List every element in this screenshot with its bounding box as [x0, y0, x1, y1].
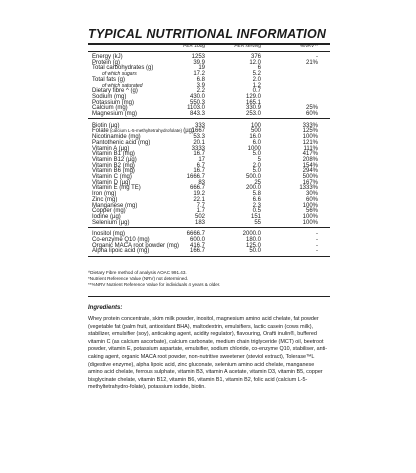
nutrient-name: Inositol (mg)	[92, 231, 126, 238]
nutrient-note: (calcium L-5-methyltetrahydrofolate)	[108, 128, 184, 134]
value-nrv: 56%	[305, 208, 318, 215]
nutrient-name: Protein (g)	[92, 59, 121, 66]
nutrient-name: Magnesium (mg)	[92, 111, 138, 117]
value-nrv: 208%	[302, 156, 318, 163]
value-per-100g: 3333	[191, 145, 205, 152]
ingredients-title: Ingredients:	[88, 305, 123, 311]
header-rule	[88, 51, 330, 52]
nutrient-name: Copper (mg)	[92, 208, 126, 215]
value-nrv: 25%	[305, 105, 318, 112]
nutrient-name: Total fats (g)	[92, 76, 126, 83]
value-per-100g: 183	[194, 219, 205, 226]
value-per-100g: 16.7	[193, 151, 205, 158]
value-per-100g: 2.2	[196, 88, 205, 95]
value-per-serving: 100	[250, 122, 261, 129]
value-nrv: -	[316, 242, 318, 249]
col-header-nrv: %NRV**	[299, 44, 318, 49]
value-per-serving: 180.0	[245, 237, 261, 243]
value-per-serving: 5.8	[252, 191, 261, 198]
nutrient-name: Vitamin A (µg)	[92, 145, 130, 152]
value-per-100g: 550.3	[189, 99, 205, 106]
nutrient-name: Iron (mg)	[92, 191, 117, 198]
nutrient-name: Vitamin B1 (mg)	[92, 151, 135, 158]
col-header-per100: PER 100g	[183, 44, 205, 49]
footnote: ^Dietary Fibre method of analysis AOAC 991.43.	[88, 270, 187, 275]
value-per-serving: 1.2	[252, 82, 261, 89]
value-per-100g: 3.9	[196, 82, 205, 89]
value-per-100g: 17	[198, 156, 205, 163]
nutrient-name: Iodine (µg)	[92, 213, 121, 220]
nutrient-name: Alpha lipoic acid (mg)	[92, 248, 150, 255]
value-per-100g: 416.7	[189, 242, 205, 249]
value-per-serving: 12.0	[249, 59, 261, 66]
nutrient-name: Zinc (mg)	[92, 196, 118, 203]
nutrient-name: Vitamin B6 (mg)	[92, 168, 135, 175]
value-per-serving: 5	[257, 156, 261, 163]
col-header-per-serving: PER serving	[234, 44, 261, 49]
value-per-100g: 6.8	[196, 76, 205, 83]
value-per-100g: 666.7	[189, 185, 205, 192]
value-per-serving: 6.0	[252, 139, 261, 146]
nutrient-row	[88, 110, 330, 118]
value-per-serving: 55	[254, 219, 261, 226]
value-per-serving: 2.0	[252, 76, 261, 83]
nutrient-name: Sodium (mg)	[92, 93, 127, 100]
value-per-100g: 843.3	[189, 111, 205, 117]
value-nrv: 60%	[305, 196, 318, 203]
nutrient-name: Vitamin D (µg)	[92, 179, 131, 186]
value-per-serving: 376	[250, 54, 261, 60]
panel-title: TYPICAL NUTRITIONAL INFORMATION	[88, 27, 327, 41]
value-nrv: 100%	[302, 202, 318, 209]
nutrient-name: Folate (calcium L-5-methyltetrahydrofolate) (µg)	[92, 128, 195, 135]
value-per-serving: 0.7	[252, 88, 261, 95]
nutrient-name: Co-enzyme Q10 (mg)	[92, 237, 150, 243]
nutrient-name: Biotin (µg)	[92, 122, 120, 129]
value-per-serving: 25	[254, 179, 261, 186]
value-nrv: -	[316, 231, 318, 238]
value-nrv: -	[316, 237, 318, 243]
value-per-100g: 17.2	[193, 71, 205, 78]
value-per-serving: 500.0	[245, 174, 261, 180]
value-nrv: 100%	[302, 134, 318, 141]
value-nrv: -	[316, 54, 318, 60]
table-bottom-rule	[88, 256, 330, 257]
value-nrv: 121%	[302, 139, 318, 146]
value-per-100g: 20.1	[193, 139, 205, 146]
footnotes	[88, 270, 330, 288]
group-rule	[88, 118, 330, 119]
value-per-100g: 83	[198, 179, 205, 186]
footnote: **%NRV Nutrient Reference Value for individuals 4 years & older.	[88, 282, 221, 287]
value-nrv: 100%	[302, 213, 318, 220]
value-per-serving: 2000.0	[242, 231, 261, 238]
nutrient-name: Calcium (mg)	[92, 105, 128, 112]
nutrient-name: Dietary fibre ^ (g)	[92, 88, 138, 95]
value-per-serving: 6	[257, 65, 261, 72]
value-nrv: -	[316, 248, 318, 255]
nutrient-row	[88, 247, 330, 255]
value-per-100g: 1667	[191, 128, 205, 135]
value-per-100g: 600.0	[189, 237, 205, 243]
value-per-100g: 1666.7	[186, 174, 205, 180]
nutrient-row	[88, 219, 330, 227]
nutrient-name: Manganese (mg)	[92, 202, 138, 209]
value-nrv: 21%	[305, 59, 318, 66]
value-per-100g: 19.2	[193, 191, 205, 198]
value-per-100g: 1253	[191, 54, 205, 60]
value-nrv: 167%	[302, 179, 318, 186]
value-per-serving: 129.0	[245, 93, 261, 100]
value-nrv: 333%	[302, 122, 318, 129]
value-per-100g: 1.7	[196, 208, 205, 215]
notes-rule	[88, 296, 330, 297]
value-per-serving: 5.0	[252, 168, 261, 175]
nutrient-name: Organic MACA root powder (mg)	[92, 242, 180, 249]
value-per-100g: 7.7	[196, 202, 205, 209]
value-per-100g: 16.7	[193, 168, 205, 175]
value-nrv: 30%	[305, 191, 318, 198]
ingredients-text: Whey protein concentrate, skim milk powder, inositol, magnesium amino acid chelate, fat powder (vegetable fat (palm fruit, antioxidant BHA), maltodextrin, emulsifiers, lactic casein (cows milk), stabilizer, emulsifier (soy), anticaking agent, acidity regulator), flavouring, Orafti inulin®, buffered vitamin C (as calcium ascorbate), calcium carbonate, medium chain triglyceride (MCT) oil, beetroot powder, vitamin E, potassium aspartate, emulsifier, sodium chloride, co-enzyme Q10, stabiliser, anti-caking agent, organic MACA root powder, non-nutritive sweetener (steviol extract), Tolerase™L (digestive enzyme), alpha lipoic acid, zinc gluconate, selenium amino acid chelate, manganese amino acid chelate, ferrous sulphate, vitamin B3, vitamin A acetate, vitamin D3, vitamin B5, copper bisglycinate chelate, vitamin B12, vitamin B6, vitamin B1, vitamin B2, folic acid (calcium L-5-methyltetrahydro-folate), potassium iodide, biotin.	[88, 316, 328, 391]
nutrient-name: of which saturated	[102, 82, 143, 89]
nutrient-name: Vitamin E (mg TE)	[92, 185, 141, 192]
nutrient-name: Total carbohydrates (g)	[92, 65, 154, 72]
footnote: *Nutrient Reference Value (NRV) not determined.	[88, 276, 189, 281]
value-per-100g: 166.7	[189, 248, 205, 255]
nutrient-name: Vitamin B12 (µg)	[92, 156, 137, 163]
nutrient-name: Vitamin B2 (mg)	[92, 162, 135, 169]
value-nrv: 111%	[303, 145, 318, 152]
value-per-serving: 2.3	[252, 202, 261, 209]
title-rule	[88, 43, 330, 45]
value-per-serving: 5.0	[252, 151, 261, 158]
value-nrv: 60%	[305, 111, 318, 117]
value-per-100g: 22.1	[193, 196, 205, 203]
value-per-serving: 253.0	[245, 111, 261, 117]
value-per-serving: 6.6	[252, 196, 261, 203]
value-per-serving: 50.0	[249, 248, 261, 255]
nutrition-panel	[88, 0, 330, 473]
value-per-serving: 0.5	[252, 208, 261, 215]
value-per-100g: 39.9	[193, 59, 205, 66]
value-per-100g: 53.3	[193, 134, 205, 141]
value-per-serving: 5.2	[252, 71, 261, 78]
value-per-100g: 1103.0	[187, 105, 205, 112]
value-per-100g: 502	[194, 213, 205, 220]
value-per-serving: 2.0	[252, 162, 261, 169]
value-nrv: 1333%	[299, 185, 318, 192]
value-per-100g: 19	[198, 65, 205, 72]
value-nrv: 154%	[302, 162, 318, 169]
value-per-100g: 6666.7	[186, 231, 205, 238]
nutrient-name: of which sugars	[102, 71, 137, 78]
value-nrv: 100%	[302, 219, 318, 226]
value-nrv: 417%	[302, 151, 318, 158]
value-per-serving: 151	[250, 213, 261, 220]
value-per-100g: 6.7	[196, 162, 205, 169]
value-per-serving: 1000	[247, 145, 261, 152]
nutrient-name: Selenium (µg)	[92, 219, 130, 226]
value-per-serving: 200.0	[245, 185, 261, 192]
value-per-100g: 430.0	[189, 93, 205, 100]
group-rule	[88, 227, 330, 228]
nutrient-name: Nicotinamide (mg)	[92, 134, 141, 141]
nutrient-name: Pantothenic acid (mg)	[92, 139, 151, 146]
value-per-serving: 500	[250, 128, 261, 135]
value-per-serving: 165.1	[245, 99, 261, 106]
value-per-serving: 16.0	[249, 134, 261, 141]
value-per-serving: 125.0	[245, 242, 261, 249]
nutrient-name: Potassium (mg)	[92, 99, 135, 106]
nutrient-name: Energy (kJ)	[92, 54, 123, 60]
nutrient-name: Vitamin C (mg)	[92, 174, 132, 180]
value-nrv: 500%	[302, 174, 318, 180]
value-nrv: 125%	[302, 128, 318, 135]
value-nrv: 294%	[302, 168, 318, 175]
value-per-serving: 330.9	[245, 105, 261, 112]
value-per-100g: 333	[194, 122, 205, 129]
